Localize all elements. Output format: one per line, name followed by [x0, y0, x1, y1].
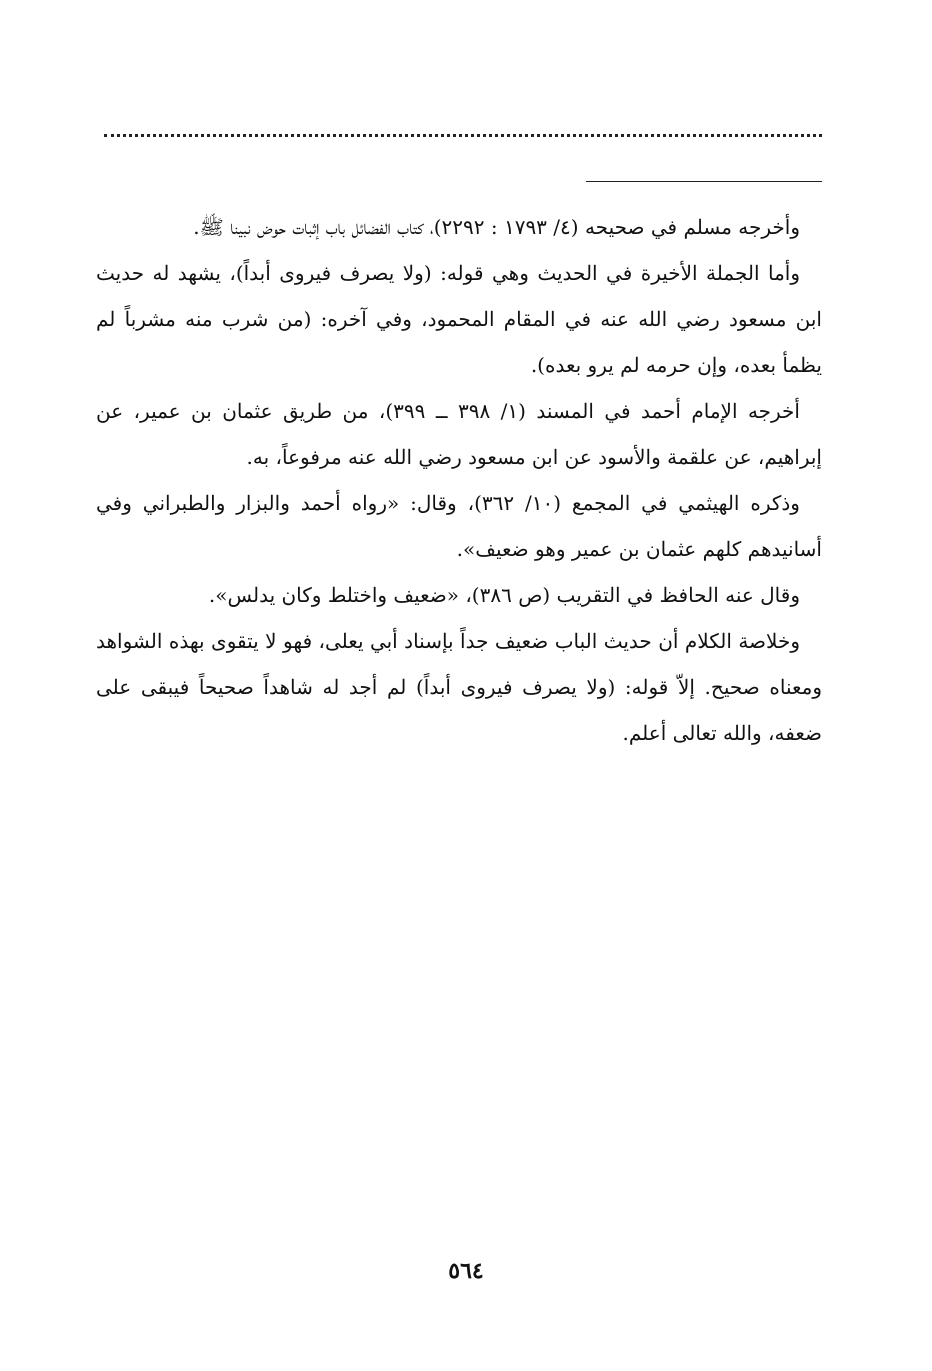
footnote-divider — [586, 181, 822, 182]
paragraph-taqrib: وقال عنه الحافظ في التقريب (ص ٣٨٦)، «ضعيف واختلط وكان يدلس». — [208, 583, 800, 607]
paragraph-muslim-source: وأخرجه مسلم في صحيحه (٤/ ١٧٩٣ : ٢٢٩٢)، كتاب الفضائل باب إثبات حوض نبينا ﷺ. — [193, 215, 800, 239]
footnote-text-block — [96, 204, 822, 756]
paragraph-conclusion: وخلاصة الكلام أن حديث الباب ضعيف جداً بإسناد أبي يعلى، فهو لا يتقوى بهذه الشواهد ومعناه صحيح. إلاّ قوله: (ولا يصرف فيروى أبداً) لم أجد له شاهداً صحيحاً فيبقى على ضعفه، والله تعالى أعلم. — [96, 629, 822, 745]
paragraph-ahmad-source: أخرجه الإمام أحمد في المسند (١/ ٣٩٨ ــ ٣٩٩)، من طريق عثمان بن عمير، عن إبراهيم، عن علقمة والأسود عن ابن مسعود رضي الله عنه مرفوعاً، به. — [96, 399, 822, 469]
paragraph-last-sentence: وأما الجملة الأخيرة في الحديث وهي قوله: (ولا يصرف فيروى أبداً)، يشهد له حديث ابن مسعود رضي الله عنه في المقام المحمود، وفي آخره: (من شرب منه مشرباً لم يظمأ بعده، وإن حرمه لم يرو بعده). — [96, 261, 822, 377]
ellipsis-separator — [104, 134, 822, 137]
paragraph-haythami: وذكره الهيثمي في المجمع (١٠/ ٣٦٢)، وقال: «رواه أحمد والبزار والطبراني وفي أسانيدهم كلهم عثمان بن عمير وهو ضعيف». — [96, 491, 822, 561]
page-number: ٥٦٤ — [448, 1258, 484, 1284]
